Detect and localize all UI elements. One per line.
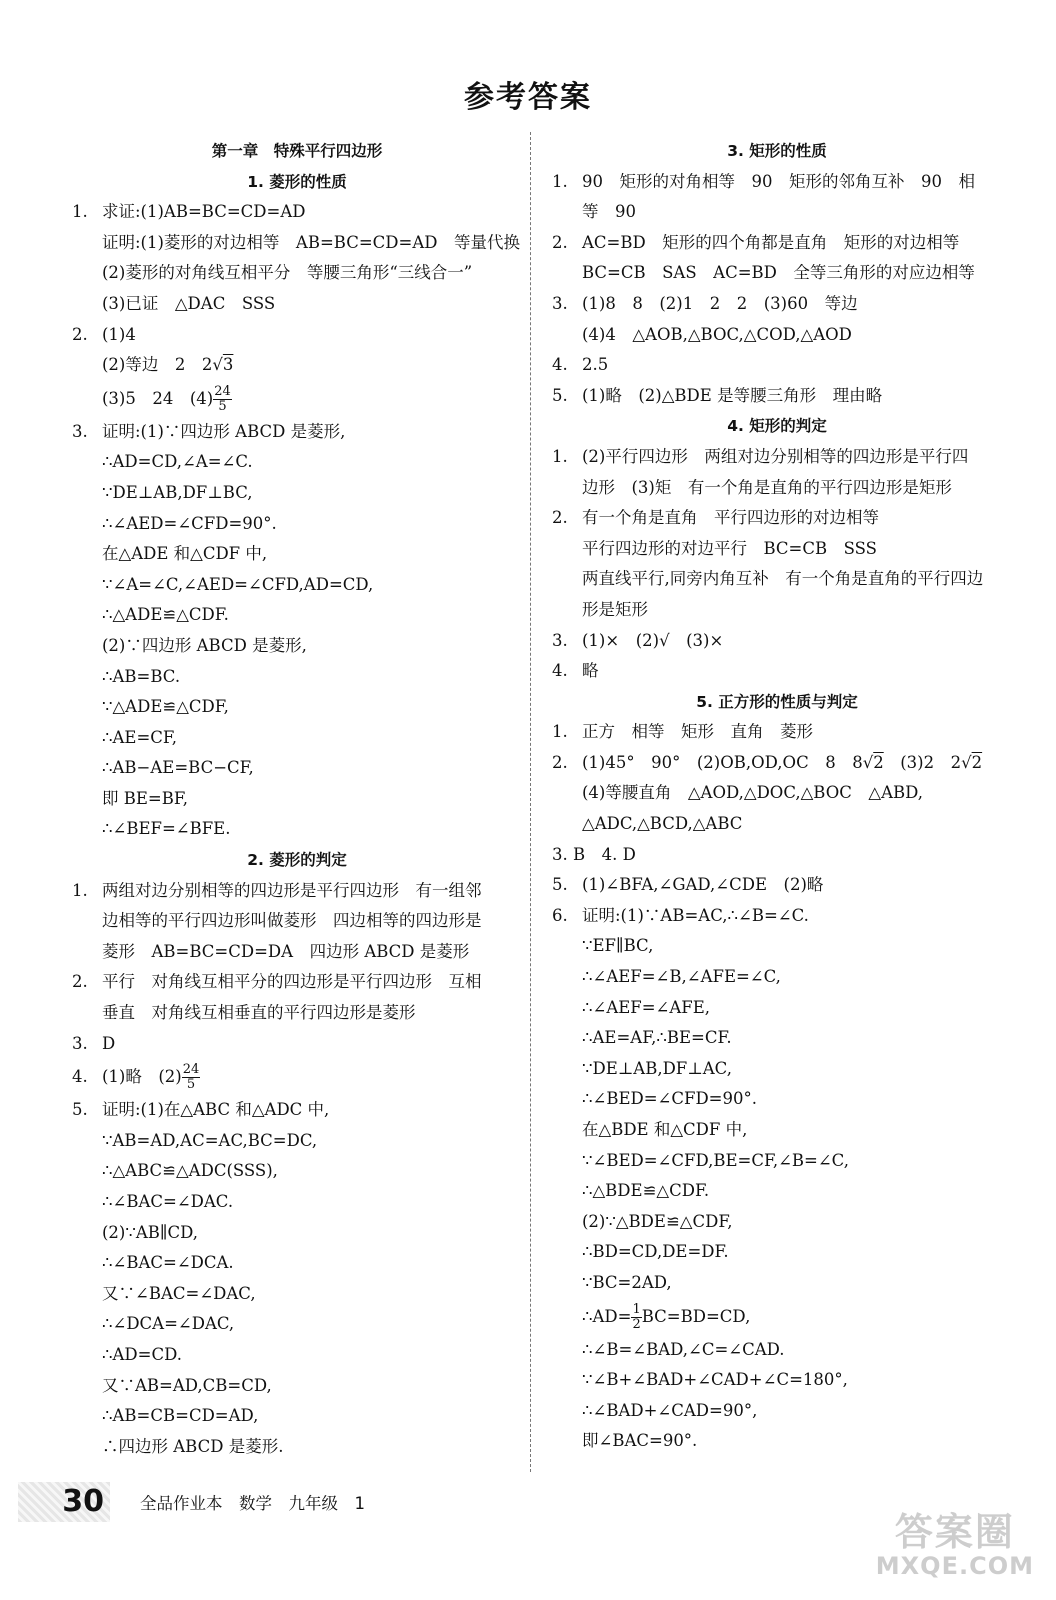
section-heading-1: 1. 菱形的性质: [247, 172, 347, 191]
page-title: 参考答案: [464, 80, 592, 115]
s5-q5: [552, 870, 1002, 901]
answer-line: 两组对边分别相等的四边形是平行四边形 有一组邻: [102, 880, 482, 900]
answer-line: 两直线平行,同旁内角互补 有一个角是直角的平行四边: [582, 569, 984, 589]
right-column: [552, 136, 1002, 1457]
answer-line: ∵DE⊥AB,DF⊥AC,: [582, 1058, 732, 1078]
answer-line: ∴AB=BC.: [102, 666, 181, 686]
answer-line: ∴∠BAC=∠DAC.: [102, 1192, 234, 1211]
answer-line: (1)∠BFA,∠GAD,∠CDE (2)略: [582, 875, 824, 895]
question-number: 2.: [72, 972, 88, 992]
answer-line: 等 90: [582, 202, 636, 222]
page-number: 30: [62, 1484, 104, 1519]
answer-line: ∴AD=CD,∠A=∠C.: [102, 452, 253, 472]
question-number: 5.: [552, 875, 568, 895]
question-number: 4.: [552, 355, 568, 375]
answer-line: (4)等腰直角 △AOD,△DOC,△BOC △ABD,: [582, 783, 924, 803]
answer-line: 即 BE=BF,: [102, 788, 188, 808]
answer-line: (1)略 (2) $\frac{24}{5}$: [102, 1062, 200, 1093]
question-number: 3.: [72, 421, 88, 441]
section-heading-5: 5. 正方形的性质与判定: [696, 692, 858, 711]
answer-line: (1)45° 90° (2)OB,OD,OC 8 8√2 (3)2 2√2: [582, 752, 983, 772]
question-number: 2.: [552, 232, 568, 252]
question-number: 2.: [72, 324, 88, 344]
answer-line: (3)5 24 (4) $\frac{24}{5}$: [102, 383, 231, 414]
answer-line: 即∠BAC=90°.: [582, 1431, 698, 1451]
answer-line: ∴BD=CD,DE=DF.: [582, 1242, 729, 1262]
section-heading-3: 3. 矩形的性质: [727, 142, 827, 160]
question-number: 5.: [552, 385, 568, 405]
answer-line: ∵EF∥BC,: [582, 936, 654, 956]
answer-line: ∴∠AEF=∠AFE,: [582, 997, 711, 1017]
answer-line: (2)∵AB∥CD,: [102, 1222, 199, 1242]
s3-q3: [552, 289, 1002, 350]
answer-line: ∵BC=2AD,: [582, 1272, 672, 1292]
answer-line: 在△BDE 和△CDF 中,: [582, 1120, 748, 1139]
answer-line: ∴∠AED=∠CFD=90°.: [102, 513, 277, 533]
answer-line: (1)略 (2)△BDE 是等腰三角形 理由略: [582, 385, 883, 405]
s5-q6: [552, 901, 1002, 1457]
s2-q1: [72, 876, 522, 968]
watermark-en: MXQE.COM: [875, 1552, 1034, 1580]
answer-line: (2)平行四边形 两组对边分别相等的四边形是平行四: [582, 446, 969, 466]
s2-q3: [72, 1029, 522, 1060]
answer-line: 略: [582, 661, 599, 681]
answer-line: (4)4 △AOB,△BOC,△COD,△AOD: [582, 324, 852, 344]
answer-line: 平行四边形的对边平行 BC=CB SSS: [582, 538, 877, 558]
s3-q1: [552, 167, 1002, 228]
s5-q2: [552, 748, 1002, 840]
answer-line: ∴∠B=∠BAD,∠C=∠CAD.: [582, 1339, 785, 1359]
s4-q1: [552, 442, 1002, 503]
page-number-badge: [18, 1482, 110, 1522]
answer-line: ∵△ADE≌△CDF,: [102, 697, 229, 717]
answer-line: 证明:(1)在△ABC 和△ADC 中,: [102, 1100, 330, 1120]
watermark-logo: [876, 1512, 1034, 1580]
answer-line: ∵∠B+∠BAD+∠CAD+∠C=180°,: [582, 1370, 848, 1390]
answer-line: 2.5: [582, 355, 609, 375]
answer-line: (2)∵△BDE≌△CDF,: [582, 1211, 733, 1231]
question-number: 3.: [552, 293, 568, 313]
answer-line: (2)等边 2 2√3: [102, 355, 234, 375]
section-heading-4: 4. 矩形的判定: [727, 417, 827, 436]
question-number: 1.: [72, 880, 88, 900]
question-number: 3.: [552, 630, 568, 650]
answer-line: AC=BD 矩形的四个角都是直角 矩形的对边相等: [582, 232, 960, 252]
answer-line: ∵DE⊥AB,DF⊥BC,: [102, 482, 253, 502]
answer-line: 平行 对角线互相平分的四边形是平行四边形 互相: [102, 972, 482, 992]
answer-line: ∴∠BED=∠CFD=90°.: [582, 1089, 757, 1109]
question-number: 2.: [552, 508, 568, 528]
answer-line: 又∵∠BAC=∠DAC,: [102, 1283, 256, 1303]
answer-line: 又∵AB=AD,CB=CD,: [102, 1375, 272, 1395]
question-number: 6.: [552, 905, 568, 925]
question-number: 2.: [552, 752, 568, 772]
answer-line: ∴∠BAD+∠CAD=90°,: [582, 1400, 758, 1420]
s4-q2: [552, 503, 1002, 625]
question-number: 4.: [552, 661, 568, 681]
fraction: $\frac{24}{5}$: [214, 383, 231, 414]
answer-line: 证明:(1)∵四边形 ABCD 是菱形,: [102, 421, 346, 441]
watermark-cn: 答案圈: [894, 1510, 1015, 1554]
answer-line: ∴∠BAC=∠DCA.: [102, 1253, 234, 1273]
page-footer: [18, 1482, 365, 1522]
answer-line: ∴∠DCA=∠DAC,: [102, 1314, 235, 1334]
answer-line: ∵∠A=∠C,∠AED=∠CFD,AD=CD,: [102, 574, 374, 594]
chapter-heading: 第一章 特殊平行四边形: [211, 142, 383, 160]
answer-line: 求证:(1)AB=BC=CD=AD: [102, 202, 306, 222]
answer-line: 90 矩形的对角相等 90 矩形的邻角互补 90 相: [582, 171, 975, 191]
fraction: $\frac{1}{2}$: [632, 1301, 641, 1332]
left-column: [72, 136, 522, 1462]
answer-line: 正方 相等 矩形 直角 菱形: [582, 722, 813, 742]
s4-q4: [552, 656, 1002, 687]
answer-line: 边相等的平行四边形叫做菱形 四边相等的四边形是: [102, 911, 482, 931]
answer-line: 证明:(1)菱形的对边相等 AB=BC=CD=AD 等量代换: [102, 232, 521, 252]
s4-q3: [552, 626, 1002, 657]
s3-q4: [552, 350, 1002, 381]
s5-q1: [552, 717, 1002, 748]
s2-q5: [72, 1095, 522, 1462]
answer-line: ∵AB=AD,AC=AC,BC=DC,: [102, 1130, 318, 1150]
s1-q2: [72, 320, 522, 417]
s2-q4: [72, 1059, 522, 1095]
answer-line: ∴AE=CF,: [102, 727, 178, 747]
answer-line: △ADC,△BCD,△ABC: [582, 814, 743, 834]
answer-line: ∴AD= $\frac{1}{2}$ BC=BD=CD,: [582, 1301, 751, 1332]
s1-q3: [72, 417, 522, 845]
answer-line: (1)4: [102, 324, 136, 344]
answer-line: ∵∠BED=∠CFD,BE=CF,∠B=∠C,: [582, 1150, 849, 1170]
question-number: 1.: [552, 446, 568, 466]
answer-line: ∴AB−AE=BC−CF,: [102, 758, 254, 778]
answer-line: 边形 (3)矩 有一个角是直角的平行四边形是矩形: [582, 477, 952, 497]
answer-line: ∴AD=CD.: [102, 1344, 182, 1364]
answer-line: 菱形 AB=BC=CD=DA 四边形 ABCD 是菱形: [102, 941, 470, 961]
answer-line: 有一个角是直角 平行四边形的对边相等: [582, 508, 879, 528]
answer-line: 在△ADE 和△CDF 中,: [102, 544, 268, 564]
section-heading-2: 2. 菱形的判定: [247, 851, 347, 870]
answer-line: (2)菱形的对角线互相平分 等腰三角形“三线合一”: [102, 263, 473, 283]
answer-line: ∴四边形 ABCD 是菱形.: [102, 1436, 284, 1456]
s2-q2: [72, 967, 522, 1028]
answer-line: (3)已证 △DAC SSS: [102, 293, 276, 313]
s1-q1: [72, 197, 522, 319]
answer-line: ∴∠BEF=∠BFE.: [102, 819, 231, 839]
book-info: 全品作业本 数学 九年级 1: [140, 1494, 365, 1513]
question-number: 1.: [552, 171, 568, 191]
answer-line: D: [102, 1033, 116, 1053]
s3-q2: [552, 228, 1002, 289]
answer-line: 证明:(1)∵AB=AC,∴∠B=∠C.: [582, 905, 809, 925]
answer-line: ∴△BDE≌△CDF.: [582, 1181, 710, 1201]
answer-line: BC=CB SAS AC=BD 全等三角形的对应边相等: [582, 263, 975, 283]
question-number: 4.: [72, 1067, 88, 1087]
answer-line: 3. B 4. D: [552, 844, 636, 864]
answer-line: 垂直 对角线互相垂直的平行四边形是菱形: [102, 1003, 416, 1023]
answer-line: (2)∵四边形 ABCD 是菱形,: [102, 635, 307, 655]
s3-q5: [552, 381, 1002, 412]
question-number: 1.: [552, 722, 568, 742]
fraction: $\frac{24}{5}$: [182, 1062, 200, 1093]
answer-line: 形是矩形: [582, 599, 648, 619]
answer-line: ∴△ABC≌△ADC(SSS),: [102, 1161, 278, 1181]
answer-line: ∴∠AEF=∠B,∠AFE=∠C,: [582, 967, 781, 987]
answer-line: ∴△ADE≌△CDF.: [102, 605, 229, 625]
answer-line: (1)8 8 (2)1 2 2 (3)60 等边: [582, 293, 858, 313]
question-number: 1.: [72, 202, 88, 222]
answer-line: ∴AE=AF,∴BE=CF.: [582, 1028, 732, 1048]
answer-line: (1)× (2)√ (3)×: [582, 630, 724, 650]
column-divider: [530, 132, 531, 1472]
answer-line: ∴AB=CB=CD=AD,: [102, 1406, 259, 1426]
question-number: 3.: [72, 1033, 88, 1053]
question-number: 5.: [72, 1100, 88, 1120]
